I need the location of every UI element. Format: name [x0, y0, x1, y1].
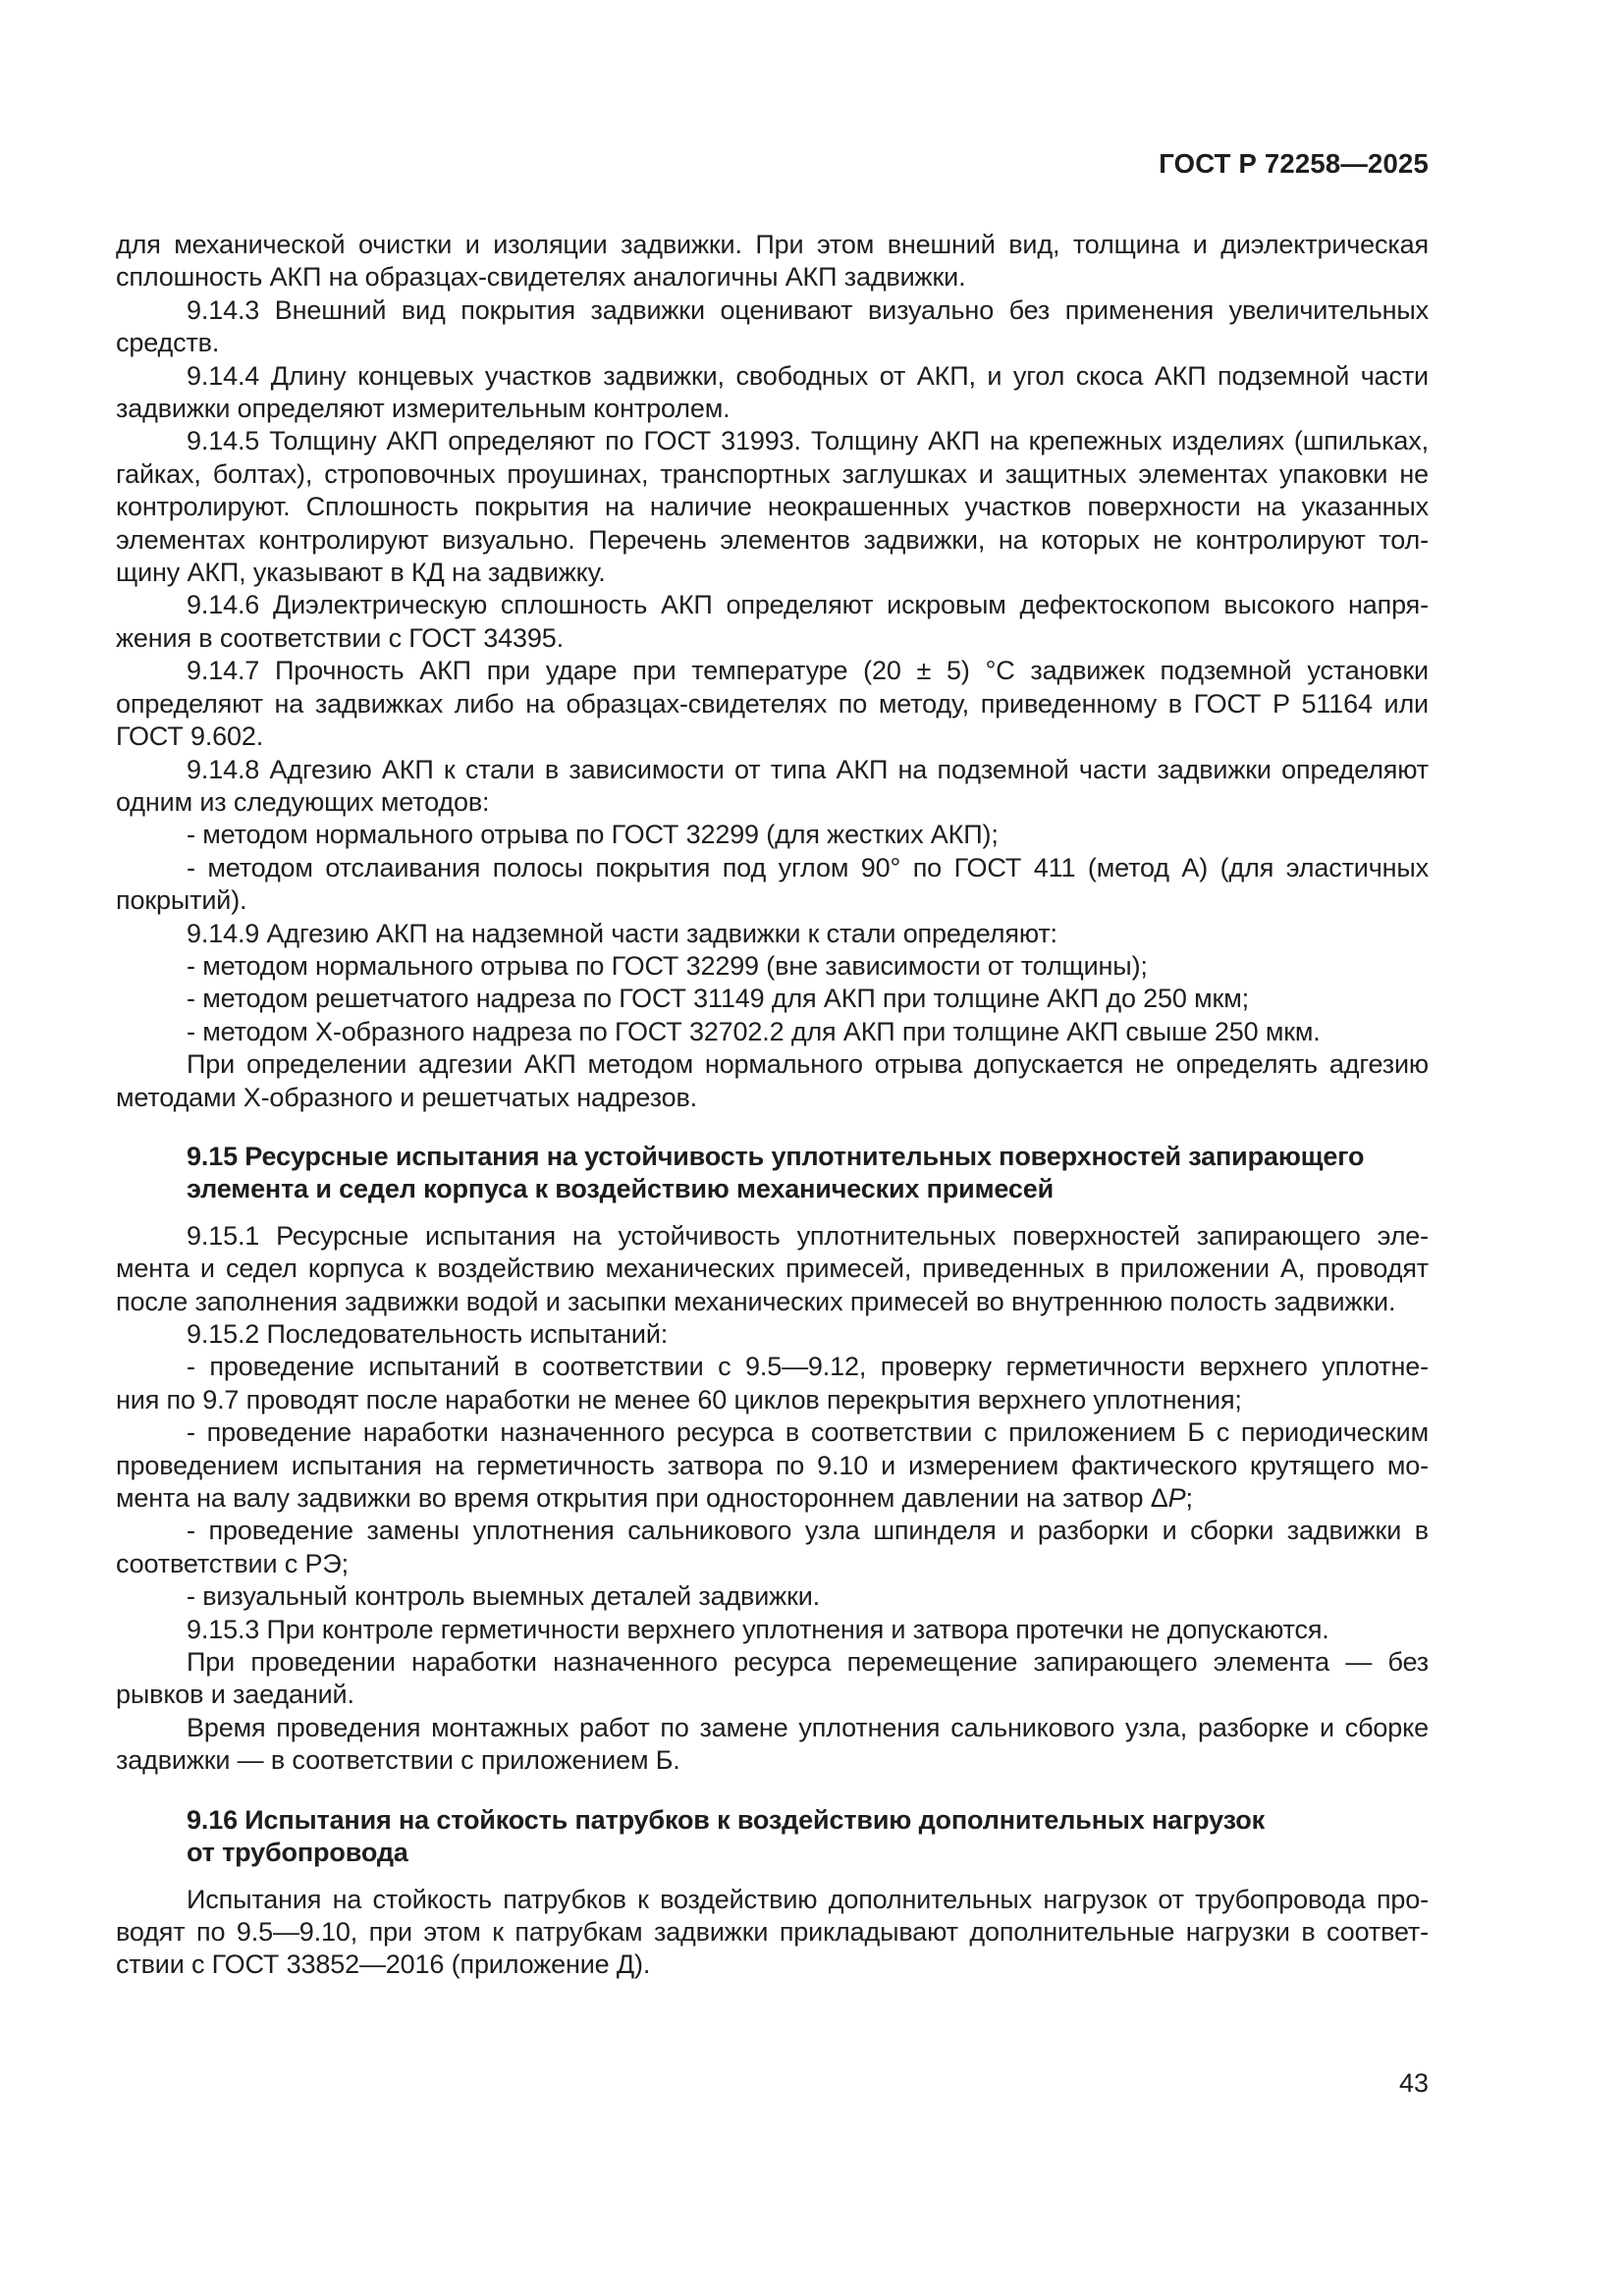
text-line: элемента и седел корпуса к воздействию механических примесей — [187, 1174, 1055, 1204]
paragraph — [116, 1580, 1429, 1613]
text-line: 9.14.7 Прочность АКП при ударе при температуре (20 ± 5) °С задвижек подземной установки — [187, 656, 1429, 686]
text-line: задвижки — в соответствии с приложением Б. — [116, 1745, 680, 1776]
text-line: элементах контролируют визуально. Перечень элементов задвижки, на которых не контролируют тол- — [116, 524, 1429, 555]
text-line: - методом нормального отрыва по ГОСТ 32299 (для жестких АКП); — [187, 820, 999, 850]
text-line: 9.14.3 Внешний вид покрытия задвижки оценивают визуально без применения увеличительных — [187, 294, 1429, 325]
doc-code-header: ГОСТ Р 72258—2025 — [1159, 148, 1429, 179]
paragraph — [116, 229, 1429, 294]
text-line: 9.14.8 Адгезию АКП к стали в зависимости от типа АКП на подземной части задвижки определяют — [187, 754, 1429, 784]
paragraph — [116, 589, 1429, 655]
text-line: рывков и заеданий. — [116, 1680, 354, 1710]
section-heading — [116, 1804, 1429, 1870]
text-line: ствии с ГОСТ 33852—2016 (приложение Д). — [116, 1949, 651, 1980]
text-line: 9.15.1 Ресурсные испытания на устойчивость уплотнительных поверхностей запирающего эле- — [187, 1220, 1429, 1251]
text-line: 9.14.4 Длину концевых участков задвижки, свободных от АКП, и угол скоса АКП подземной части — [187, 360, 1429, 391]
text-line: одним из следующих методов: — [116, 786, 490, 817]
text-line: - проведение замены уплотнения сальникового узла шпинделя и разборки и сборки задвижки в — [187, 1516, 1429, 1546]
text-line: средств. — [116, 328, 220, 358]
text-line: - методом решетчатого надреза по ГОСТ 31149 для АКП при толщине АКП до 250 мкм; — [187, 984, 1249, 1014]
text-line: задвижки определяют измерительным контролем. — [116, 394, 731, 424]
text-line: ния по 9.7 проводят после наработки не менее 60 циклов перекрытия верхнего уплотнения; — [116, 1384, 1242, 1415]
text-line: жения в соответствии с ГОСТ 34395. — [116, 622, 564, 653]
text-line: Время проведения монтажных работ по замене уплотнения сальникового узла, разборке и сборке — [187, 1712, 1429, 1742]
paragraph — [116, 1614, 1429, 1646]
text-line: гайках, болтах), строповочных проушинах, транспортных заглушках и защитных элементах упаковки не — [116, 458, 1429, 489]
text-segment: мента на валу задвижки во время открытия при одностороннем давлении на затвор Δ — [116, 1483, 1168, 1514]
text-line: 9.15 Ресурсные испытания на устойчивость уплотнительных поверхностей запирающего — [187, 1141, 1365, 1171]
text-line: 9.14.9 Адгезию АКП на надземной части задвижки к стали определяют: — [187, 918, 1057, 948]
section-heading — [116, 1141, 1429, 1206]
paragraph — [116, 425, 1429, 589]
text-line: для механической очистки и изоляции задвижки. При этом внешний вид, толщина и диэлектрическая — [116, 230, 1429, 259]
text-line — [116, 1482, 1429, 1515]
paragraph — [116, 1220, 1429, 1318]
text-line: мента и седел корпуса к воздействию механических примесей, приведенных в приложении А, проводят — [116, 1254, 1429, 1284]
text-segment: ; — [1185, 1483, 1193, 1514]
paragraph — [116, 360, 1429, 426]
text-line: после заполнения задвижки водой и засыпки механических примесей во внутреннюю полость задвижки. — [116, 1286, 1396, 1316]
paragraph — [116, 1318, 1429, 1351]
text-line: покрытий). — [116, 885, 247, 916]
paragraph — [116, 983, 1429, 1015]
text-line: методами Х-образного и решетчатых надрезов. — [116, 1082, 698, 1112]
text-line: - методом Х-образного надреза по ГОСТ 32702.2 для АКП при толщине АКП свыше 250 мкм. — [187, 1016, 1321, 1046]
paragraph — [116, 655, 1429, 753]
paragraph — [116, 819, 1429, 851]
text-line: сплошность АКП на образцах-свидетелях аналогичны АКП задвижки. — [116, 262, 966, 293]
text-line: - проведение наработки назначенного ресурса в соответствии с приложением Б с периодическим — [187, 1417, 1429, 1448]
paragraph — [116, 1351, 1429, 1416]
paragraph — [116, 1048, 1429, 1114]
text-blocks — [116, 229, 1429, 1982]
paragraph — [116, 950, 1429, 983]
text-line: соответствии с РЭ; — [116, 1548, 349, 1578]
italic-symbol: P — [1167, 1483, 1186, 1514]
text-line: определяют на задвижках либо на образцах-свидетелях по методу, приведенному в ГОСТ Р 51164 или — [116, 688, 1429, 719]
text-line: проведением испытания на герметичность затвора по 9.10 и измерением фактического крутящего мо- — [116, 1450, 1429, 1480]
text-line: При определении адгезии АКП методом нормального отрыва допускается не определять адгезию — [187, 1049, 1429, 1080]
text-line: водят по 9.5—9.10, при этом к патрубкам задвижки прикладывают дополнительные нагрузки в соответ- — [116, 1916, 1429, 1947]
paragraph — [116, 1016, 1429, 1048]
text-line: от трубопровода — [187, 1838, 408, 1868]
text-line: 9.14.6 Диэлектрическую сплошность АКП определяют искровым дефектоскопом высокого напря- — [187, 590, 1429, 620]
text-line: - методом отслаивания полосы покрытия под углом 90° по ГОСТ 411 (метод А) (для эластичных — [187, 852, 1429, 882]
text-line: 9.15.3 При контроле герметичности верхнего уплотнения и затвора протечки не допускаются. — [187, 1614, 1329, 1644]
paragraph — [116, 1712, 1429, 1778]
paragraph — [116, 1884, 1429, 1982]
text-line: 9.14.5 Толщину АКП определяют по ГОСТ 31993. Толщину АКП на крепежных изделиях (шпильках, — [187, 426, 1429, 456]
page-number: 43 — [1398, 2068, 1429, 2098]
text-line: Испытания на стойкость патрубков к воздействию дополнительных нагрузок от трубопровода про- — [187, 1884, 1429, 1914]
paragraph — [116, 1515, 1429, 1580]
paragraph — [116, 754, 1429, 820]
paragraph — [116, 294, 1429, 360]
paragraph — [116, 1646, 1429, 1712]
text-line: - визуальный контроль выемных деталей задвижки. — [187, 1581, 821, 1612]
text-line: 9.16 Испытания на стойкость патрубков к воздействию дополнительных нагрузок — [187, 1804, 1265, 1835]
text-line: - проведение испытаний в соответствии с 9.5—9.12, проверку герметичности верхнего уплотне- — [187, 1352, 1429, 1382]
text-line: - методом нормального отрыва по ГОСТ 32299 (вне зависимости от толщины); — [187, 950, 1148, 981]
text-line: ГОСТ 9.602. — [116, 721, 264, 752]
paragraph — [116, 1416, 1429, 1515]
text-line: 9.15.2 Последовательность испытаний: — [187, 1319, 669, 1349]
text-line: щину АКП, указывают в КД на задвижку. — [116, 558, 606, 588]
text-line: При проведении наработки назначенного ресурса перемещение запирающего элемента — без — [187, 1647, 1429, 1678]
paragraph — [116, 918, 1429, 950]
text-line: контролируют. Сплошность покрытия на наличие неокрашенных участков поверхности на указанных — [116, 492, 1429, 522]
paragraph — [116, 852, 1429, 918]
